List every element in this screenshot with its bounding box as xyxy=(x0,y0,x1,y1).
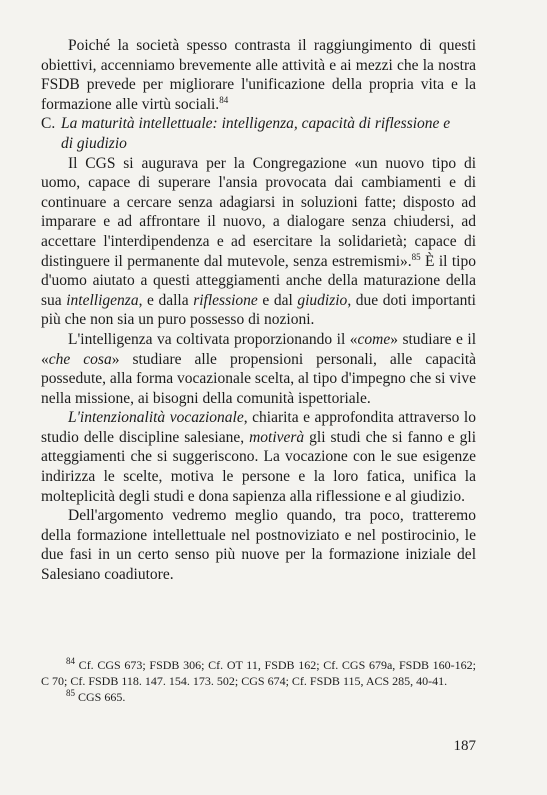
body-text xyxy=(41,36,476,585)
paragraph: Dell'argomento vedremo meglio quando, tra poco, tratteremo della formazione intellettuale nel postnoviziato e nel postirocinio, le due fasi in un certo senso più nuove per la formazione iniziale del Salesiano coadiutore. xyxy=(41,507,476,584)
paragraph: Poiché la società spesso contrasta il raggiungimento di questi obiettivi, accenniamo brevemente alle attività e ai mezzi che la nostra FSDB prevede per migliorare l'unificazione della propria vita e la formazione alle virtù sociali.$^{84}$ xyxy=(41,37,476,113)
page-number: 187 xyxy=(453,738,476,754)
section-title-line2: di giudizio xyxy=(61,134,127,152)
footnote-text: CGS 665. xyxy=(75,690,126,704)
section-letter: C. xyxy=(41,115,56,133)
footnote xyxy=(41,657,476,689)
footnote-ref: 84 xyxy=(219,94,229,105)
footnotes xyxy=(41,657,476,705)
footnote-text: Cf. CGS 673; FSDB 306; Cf. OT 11, FSDB 162; Cf. CGS 679a, FSDB 160-162; C 70; Cf. FSDB 118. 147. 154. 173. 502; CGS 674; Cf. FSDB 115, ACS 285, 40-41. xyxy=(41,658,476,688)
footnote xyxy=(41,689,476,705)
paragraph: L'intelligenza va coltivata proporzionando il «come» studiare e il «che cosa» studiare alle propensioni personali, alle capacità possedute, alla forma vocazionale scelta, al tipo d'impegno che si vive nella missione, ai bisogni della comunità ispettoriale. xyxy=(41,330,477,407)
footnote-number: 84 xyxy=(66,656,75,666)
footnote-number: 85 xyxy=(66,688,75,698)
paragraph: Il CGS si augurava per la Congregazione «un nuovo tipo di uomo, capace di superare l'ansia provocata dai cambiamenti e di continuare a cercare senza adagiarsi in soluzioni fatte; disposto ad imparare e ad affrontare il nuovo, a dialogare senza chiudersi, ad accettare l'interdipendenza e ad esercitare la solidarietà; capace di distinguere il permanente dal mutevole, senza estremismi».$^{85}$ È il tipo d'uomo aiutato a questi atteggiamenti anche della maturazione della sua intelligenza, e dalla riflessione e dal giudizio, due doti importanti più che non sia un puro possesso di nozioni. xyxy=(41,154,476,329)
footnote-ref: 85 xyxy=(411,251,421,262)
section-heading xyxy=(41,114,476,153)
section-title-line1: La maturità intellettuale: intelligenza, capacità di riflessione e xyxy=(61,115,451,133)
paragraph: L'intenzionalità vocazionale, chiarita e approfondita attraverso lo studio delle discipline salesiane, motiverà gli studi che si fanno e gli atteggiamenti che si suggeriscono. La vocazione con le sue esigenze indirizza le scelte, motiva le persone e la loro fatica, unifica la molteplicità degli studi e dona sapienza alla riflessione e al giudizio. xyxy=(41,409,477,505)
